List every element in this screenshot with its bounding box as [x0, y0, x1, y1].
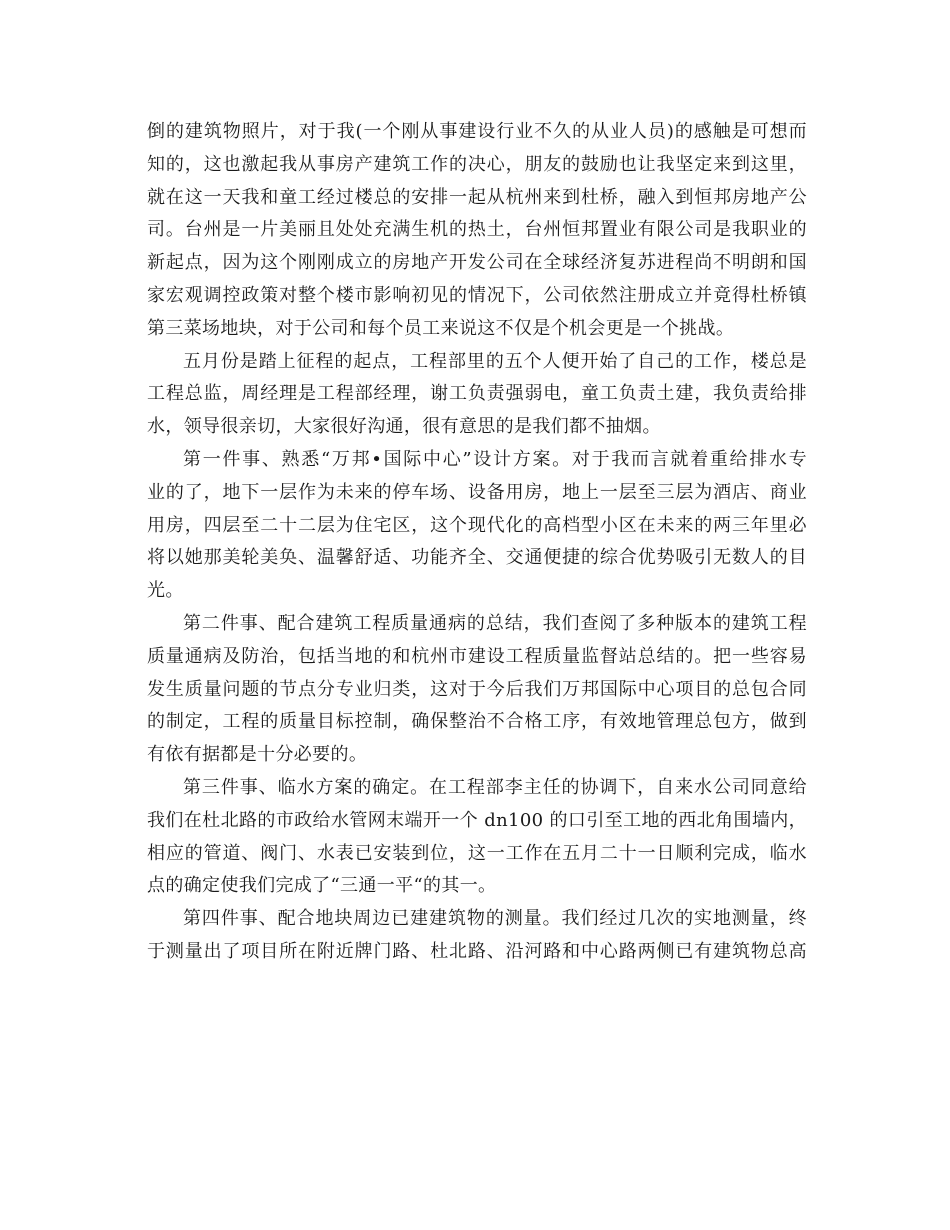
text-line: 第一件事、熟悉“万邦•国际中心”设计方案。对于我而言就着重给排水专 — [183, 448, 807, 470]
text-line: 新起点，因为这个刚刚成立的房地产开发公司在全球经济复苏进程尚不明朗和国 — [147, 252, 807, 274]
text-line: 就在这一天我和童工经过楼总的安排一起从杭州来到杜桥，融入到恒邦房地产公 — [147, 186, 807, 208]
text-line: 第四件事、配合地块周边已建建筑物的测量。我们经过几次的实地测量，终 — [183, 908, 807, 930]
text-line: 工程总监，周经理是工程部经理，谢工负责强弱电，童工负责土建，我负责给排 — [147, 383, 807, 405]
text-line: 五月份是踏上征程的起点，工程部里的五个人便开始了自己的工作，楼总是 — [183, 350, 807, 372]
text-line: 我们在杜北路的市政给水管网末端开一个 dn100 的口引至工地的西北角围墙内， — [147, 809, 807, 831]
text-line: 将以她那美轮美奂、温馨舒适、功能齐全、交通便捷的综合优势吸引无数人的目 — [147, 547, 807, 569]
text-line: 家宏观调控政策对整个楼市影响初见的情况下，公司依然注册成立并竟得杜桥镇 — [147, 284, 807, 306]
text-line: 的制定，工程的质量目标控制，确保整治不合格工序，有效地管理总包方，做到 — [147, 711, 807, 733]
text-line: 业的了，地下一层作为未来的停车场、设备用房，地上一层至三层为酒店、商业 — [147, 481, 807, 503]
text-line: 相应的管道、阀门、水表已安装到位，这一工作在五月二十一日顺利完成，临水 — [147, 842, 807, 864]
text-line: 质量通病及防治，包括当地的和杭州市建设工程质量监督站总结的。把一些容易 — [147, 645, 807, 667]
text-line: 司。台州是一片美丽且处处充满生机的热土，台州恒邦置业有限公司是我职业的 — [147, 219, 807, 241]
text-line: 光。 — [147, 580, 184, 602]
text-line: 第二件事、配合建筑工程质量通病的总结，我们查阅了多种版本的建筑工程 — [183, 612, 807, 634]
text-line: 发生质量问题的节点分专业归类，这对于今后我们万邦国际中心项目的总包合同 — [147, 678, 807, 700]
text-line: 第三菜场地块，对于公司和每个员工来说这不仅是个机会更是一个挑战。 — [147, 317, 735, 339]
text-line: 于测量出了项目所在附近牌门路、杜北路、沿河路和中心路两侧已有建筑物总高 — [147, 940, 807, 962]
text-line: 知的，这也激起我从事房产建筑工作的决心，朋友的鼓励也让我坚定来到这里， — [147, 153, 807, 175]
document-body — [147, 116, 807, 969]
text-line: 点的确定使我们完成了“三通一平“的其一。 — [147, 875, 497, 897]
text-line: 第三件事、临水方案的确定。在工程部李主任的协调下，自来水公司同意给 — [183, 776, 807, 798]
text-line: 用房，四层至二十二层为住宅区，这个现代化的高档型小区在未来的两三年里必 — [147, 514, 807, 536]
text-line: 倒的建筑物照片，对于我(一个刚从事建设行业不久的从业人员)的感触是可想而 — [147, 121, 807, 142]
text-line: 有依有据都是十分必要的。 — [147, 744, 368, 766]
text-line: 水，领导很亲切，大家很好沟通，很有意思的是我们都不抽烟。 — [147, 416, 661, 438]
